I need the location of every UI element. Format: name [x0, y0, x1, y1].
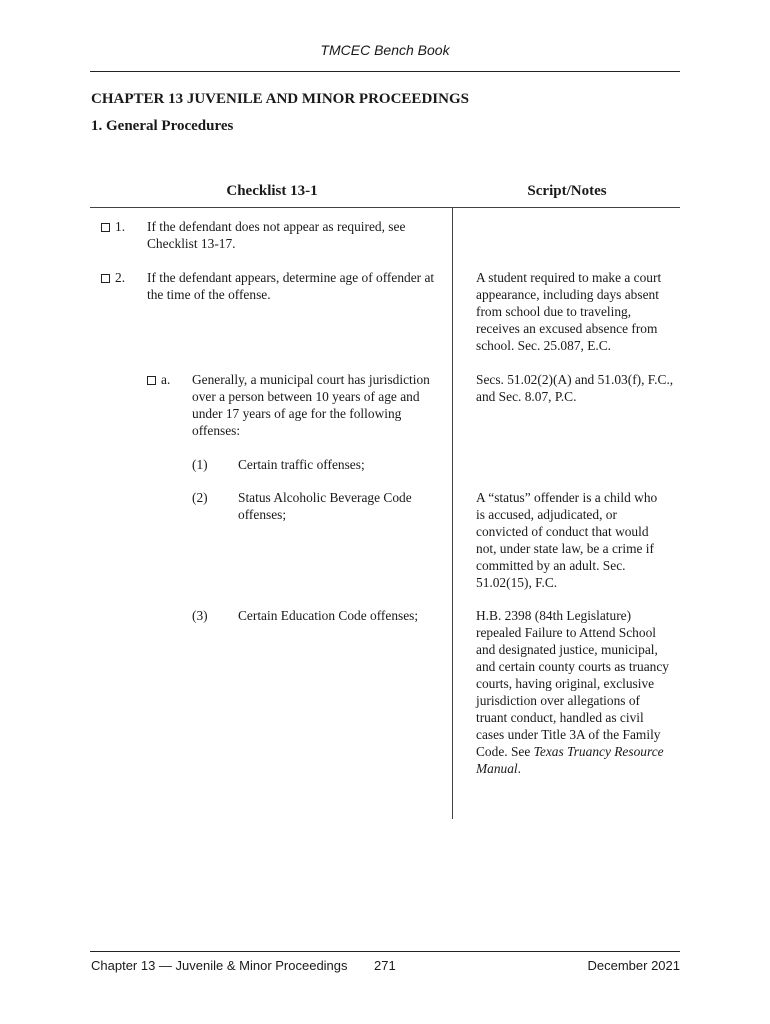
item-2-checkbox-number[interactable]: [101, 269, 125, 286]
footer-date: December 2021: [587, 958, 680, 973]
truancy-manual-citation: Texas Truancy Resource Manual: [476, 744, 664, 776]
subitem-1-number: (1): [192, 457, 208, 472]
subitem-3-text: Certain Education Code offenses;: [238, 608, 419, 623]
item-1-checkbox-number[interactable]: [101, 218, 125, 235]
subitem-3-note-main: H.B. 2398 (84th Legislature) repealed Failure to Attend School and designated justice, municipal, and certain county courts as truancy courts, having original, exclusive jurisdiction over allegations of truant conduct, handled as civil cases under Title 3A of the Family Code. See: [476, 608, 669, 759]
header-rule: [90, 71, 680, 72]
item-2a-note: Secs. 51.02(2)(A) and 51.03(f), F.C., and Sec. 8.07, P.C.: [476, 372, 674, 404]
subitem-2-note: A “status” offender is a child who is accused, adjudicated, or convicted of conduct that would not, under state law, be a crime if committed by an adult. Sec. 51.02(15), F.C.: [476, 490, 658, 590]
table-heading-rule: [90, 207, 680, 208]
item-number: a.: [161, 372, 171, 387]
column-divider: [452, 208, 453, 819]
running-header: TMCEC Bench Book: [320, 42, 450, 58]
checklist-heading: Checklist 13-1: [226, 183, 318, 199]
item-2a-text: Generally, a municipal court has jurisdiction over a person between 10 years of age and under 17 years of age for the following offenses:: [192, 372, 430, 438]
item-2-text: If the defendant appears, determine age of offender at the time of the offense.: [147, 270, 435, 302]
subitem-3-note-end: .: [517, 761, 522, 776]
item-number: 1.: [115, 219, 126, 234]
footer-page-number: 271: [374, 958, 396, 973]
section-title: 1. General Procedures: [91, 118, 234, 134]
footer-chapter: Chapter 13 — Juvenile & Minor Proceedings: [91, 958, 348, 973]
checkbox-icon[interactable]: [147, 376, 156, 385]
subitem-3-note: [476, 607, 672, 777]
item-2-note: A student required to make a court appearance, including days absent from school due to traveling, receives an excused absence from school. Sec. 25.087, E.C.: [476, 270, 662, 353]
subitem-2-number: (2): [192, 490, 208, 505]
subitem-2-text: Status Alcoholic Beverage Code offenses;: [238, 490, 412, 522]
subitem-1-text: Certain traffic offenses;: [238, 457, 365, 472]
script-notes-heading: Script/Notes: [527, 183, 607, 199]
footer-rule: [90, 951, 680, 952]
item-2a-checkbox-number[interactable]: [147, 371, 170, 388]
chapter-title: CHAPTER 13 JUVENILE AND MINOR PROCEEDINGS: [91, 91, 469, 107]
checkbox-icon[interactable]: [101, 223, 110, 232]
item-1-text: If the defendant does not appear as required, see Checklist 13-17.: [147, 219, 406, 251]
checkbox-icon[interactable]: [101, 274, 110, 283]
subitem-3-number: (3): [192, 608, 208, 623]
item-number: 2.: [115, 270, 126, 285]
